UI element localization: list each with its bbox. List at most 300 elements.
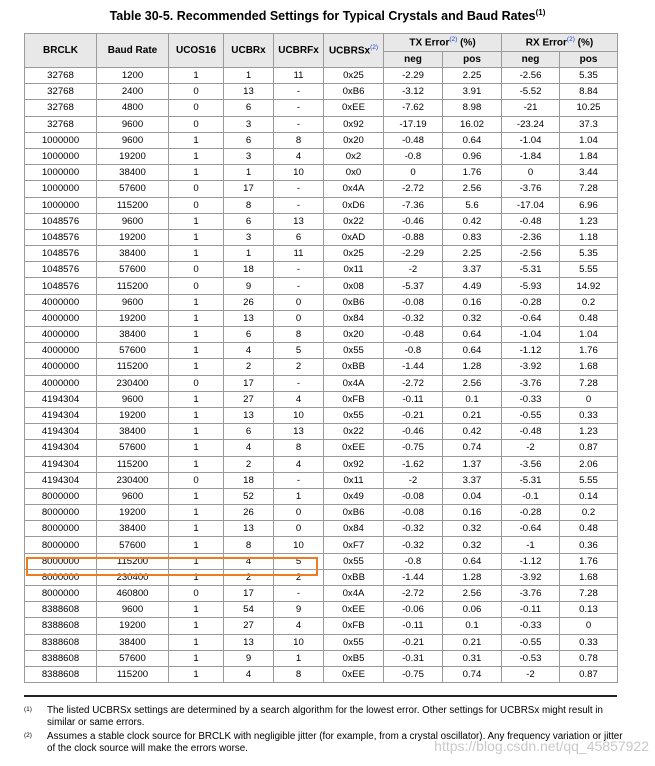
cell-ucbrsx: 0x22 <box>324 213 384 229</box>
cell-rx-neg: -1.84 <box>502 148 560 164</box>
cell-ucbrx: 3 <box>224 116 274 132</box>
cell-tx-pos: 0.32 <box>443 310 502 326</box>
cell-tx-neg: -0.32 <box>384 310 443 326</box>
cell-brclk: 4194304 <box>25 456 97 472</box>
cell-brclk: 8000000 <box>25 586 97 602</box>
table-row <box>25 148 618 164</box>
cell-baud-rate: 9600 <box>97 213 169 229</box>
cell-tx-pos: 16.02 <box>443 116 502 132</box>
cell-brclk: 8000000 <box>25 569 97 585</box>
cell-ucbrx: 13 <box>224 84 274 100</box>
cell-ucbrsx: 0x2 <box>324 148 384 164</box>
cell-rx-pos: 6.96 <box>560 197 618 213</box>
cell-tx-neg: -2.72 <box>384 586 443 602</box>
cell-ucos16: 1 <box>169 424 224 440</box>
cell-baud-rate: 9600 <box>97 391 169 407</box>
cell-ucbrsx: 0x92 <box>324 116 384 132</box>
cell-ucbrsx: 0x20 <box>324 327 384 343</box>
table-row <box>25 553 618 569</box>
cell-tx-pos: 0.1 <box>443 618 502 634</box>
cell-tx-pos: 3.91 <box>443 84 502 100</box>
cell-ucbrsx: 0x22 <box>324 424 384 440</box>
cell-ucbrx: 4 <box>224 666 274 682</box>
header-tx-error <box>384 34 502 52</box>
cell-ucos16: 0 <box>169 197 224 213</box>
cell-tx-neg: -0.46 <box>384 424 443 440</box>
table-row <box>25 132 618 148</box>
watermark: https://blog.csdn.net/qq_45857922 <box>434 738 649 754</box>
header-baud-rate: Baud Rate <box>97 34 169 68</box>
cell-rx-pos: 1.04 <box>560 132 618 148</box>
cell-ucbrx: 1 <box>224 246 274 262</box>
table-row <box>25 650 618 666</box>
cell-ucbrx: 4 <box>224 343 274 359</box>
cell-brclk: 8000000 <box>25 488 97 504</box>
cell-brclk: 4000000 <box>25 310 97 326</box>
cell-tx-neg: -0.08 <box>384 294 443 310</box>
cell-ucbrsx: 0x4A <box>324 375 384 391</box>
table-row <box>25 116 618 132</box>
cell-brclk: 1048576 <box>25 246 97 262</box>
cell-baud-rate: 19200 <box>97 407 169 423</box>
cell-tx-pos: 0.83 <box>443 229 502 245</box>
cell-rx-neg: -0.11 <box>502 602 560 618</box>
cell-ucbrx: 17 <box>224 586 274 602</box>
cell-tx-neg: -0.06 <box>384 602 443 618</box>
cell-tx-neg: -0.75 <box>384 666 443 682</box>
cell-tx-neg: -0.21 <box>384 634 443 650</box>
cell-ucos16: 1 <box>169 618 224 634</box>
cell-tx-neg: -0.8 <box>384 343 443 359</box>
cell-ucos16: 1 <box>169 521 224 537</box>
cell-ucos16: 1 <box>169 343 224 359</box>
cell-ucbrfx: - <box>274 586 324 602</box>
cell-tx-pos: 0.42 <box>443 424 502 440</box>
cell-rx-pos: 5.35 <box>560 246 618 262</box>
header-rx-unit: (%) <box>577 37 594 49</box>
cell-ucbrx: 13 <box>224 310 274 326</box>
cell-tx-neg: -7.62 <box>384 100 443 116</box>
header-ucos16: UCOS16 <box>169 34 224 68</box>
cell-tx-neg: -2 <box>384 472 443 488</box>
cell-baud-rate: 9600 <box>97 116 169 132</box>
cell-ucos16: 1 <box>169 294 224 310</box>
cell-ucbrx: 2 <box>224 569 274 585</box>
header-rx-pos: pos <box>560 52 618 68</box>
cell-ucbrsx: 0x84 <box>324 521 384 537</box>
cell-rx-pos: 5.55 <box>560 262 618 278</box>
cell-tx-neg: -1.62 <box>384 456 443 472</box>
table-row <box>25 343 618 359</box>
cell-baud-rate: 38400 <box>97 165 169 181</box>
cell-brclk: 4000000 <box>25 375 97 391</box>
cell-ucbrsx: 0x25 <box>324 68 384 84</box>
cell-ucbrsx: 0xB6 <box>324 84 384 100</box>
cell-baud-rate: 38400 <box>97 424 169 440</box>
cell-rx-pos: 5.35 <box>560 68 618 84</box>
cell-rx-neg: -0.55 <box>502 407 560 423</box>
table-row <box>25 505 618 521</box>
cell-tx-pos: 0.06 <box>443 602 502 618</box>
cell-ucbrsx: 0xF7 <box>324 537 384 553</box>
cell-tx-pos: 3.37 <box>443 262 502 278</box>
cell-tx-pos: 8.98 <box>443 100 502 116</box>
cell-rx-pos: 1.76 <box>560 343 618 359</box>
table-row <box>25 165 618 181</box>
cell-tx-pos: 2.25 <box>443 246 502 262</box>
cell-ucos16: 1 <box>169 229 224 245</box>
cell-tx-neg: -2.72 <box>384 181 443 197</box>
cell-baud-rate: 19200 <box>97 148 169 164</box>
cell-ucbrsx: 0xB6 <box>324 505 384 521</box>
cell-tx-pos: 3.37 <box>443 472 502 488</box>
cell-baud-rate: 38400 <box>97 327 169 343</box>
cell-rx-neg: -0.48 <box>502 424 560 440</box>
cell-rx-neg: -3.92 <box>502 359 560 375</box>
footnote-mark: (1) <box>24 706 32 713</box>
cell-rx-pos: 0.33 <box>560 407 618 423</box>
cell-brclk: 8388608 <box>25 618 97 634</box>
cell-ucbrsx: 0xBB <box>324 359 384 375</box>
cell-ucbrfx: 4 <box>274 391 324 407</box>
cell-rx-pos: 5.55 <box>560 472 618 488</box>
cell-tx-neg: -0.88 <box>384 229 443 245</box>
cell-ucbrfx: 8 <box>274 132 324 148</box>
cell-baud-rate: 9600 <box>97 602 169 618</box>
cell-tx-pos: 0.64 <box>443 327 502 343</box>
cell-brclk: 4000000 <box>25 294 97 310</box>
cell-ucbrfx: - <box>274 84 324 100</box>
cell-rx-neg: -0.64 <box>502 310 560 326</box>
cell-ucos16: 1 <box>169 132 224 148</box>
cell-ucbrx: 18 <box>224 472 274 488</box>
cell-ucbrfx: 13 <box>274 213 324 229</box>
cell-ucbrfx: 11 <box>274 246 324 262</box>
cell-tx-pos: 2.56 <box>443 375 502 391</box>
cell-brclk: 32768 <box>25 68 97 84</box>
table-row <box>25 440 618 456</box>
cell-ucbrsx: 0xBB <box>324 569 384 585</box>
cell-tx-pos: 0.21 <box>443 634 502 650</box>
cell-ucbrx: 8 <box>224 537 274 553</box>
cell-ucbrsx: 0x0 <box>324 165 384 181</box>
cell-tx-pos: 0.96 <box>443 148 502 164</box>
cell-brclk: 4000000 <box>25 359 97 375</box>
cell-ucos16: 1 <box>169 246 224 262</box>
cell-baud-rate: 9600 <box>97 294 169 310</box>
table-row <box>25 327 618 343</box>
cell-ucbrx: 18 <box>224 262 274 278</box>
cell-ucbrfx: 10 <box>274 407 324 423</box>
cell-ucos16: 1 <box>169 456 224 472</box>
cell-baud-rate: 115200 <box>97 359 169 375</box>
cell-tx-neg: -0.08 <box>384 505 443 521</box>
cell-ucos16: 0 <box>169 278 224 294</box>
cell-tx-neg: -0.75 <box>384 440 443 456</box>
cell-rx-neg: -0.28 <box>502 294 560 310</box>
cell-rx-pos: 1.84 <box>560 148 618 164</box>
footnote-ref-link[interactable]: (2) <box>566 36 575 44</box>
cell-ucbrfx: 1 <box>274 488 324 504</box>
cell-ucos16: 1 <box>169 569 224 585</box>
table-row <box>25 537 618 553</box>
cell-rx-pos: 2.06 <box>560 456 618 472</box>
cell-ucbrx: 26 <box>224 505 274 521</box>
table-row <box>25 229 618 245</box>
cell-ucos16: 1 <box>169 488 224 504</box>
cell-ucbrx: 17 <box>224 375 274 391</box>
cell-tx-pos: 1.28 <box>443 359 502 375</box>
cell-ucbrsx: 0xD6 <box>324 197 384 213</box>
cell-ucos16: 0 <box>169 472 224 488</box>
cell-tx-neg: -0.8 <box>384 553 443 569</box>
cell-ucos16: 0 <box>169 375 224 391</box>
cell-ucos16: 1 <box>169 537 224 553</box>
header-tx-neg: neg <box>384 52 443 68</box>
cell-ucbrx: 27 <box>224 618 274 634</box>
cell-brclk: 8388608 <box>25 634 97 650</box>
cell-tx-pos: 1.28 <box>443 569 502 585</box>
cell-ucos16: 1 <box>169 213 224 229</box>
cell-rx-pos: 0 <box>560 618 618 634</box>
footnote-1 <box>24 705 624 728</box>
cell-tx-neg: -1.44 <box>384 569 443 585</box>
header-tx-unit: (%) <box>460 37 476 49</box>
cell-ucbrsx: 0xAD <box>324 229 384 245</box>
cell-brclk: 32768 <box>25 84 97 100</box>
cell-ucbrfx: 8 <box>274 666 324 682</box>
cell-ucos16: 0 <box>169 262 224 278</box>
cell-rx-pos: 1.04 <box>560 327 618 343</box>
cell-ucbrfx: 10 <box>274 165 324 181</box>
cell-rx-neg: -1.04 <box>502 132 560 148</box>
cell-rx-neg: -3.56 <box>502 456 560 472</box>
cell-tx-neg: -0.11 <box>384 391 443 407</box>
header-tx-pos: pos <box>443 52 502 68</box>
cell-tx-pos: 2.56 <box>443 586 502 602</box>
cell-baud-rate: 19200 <box>97 310 169 326</box>
footnote-text: Assumes a stable clock source for BRCLK with negligible jitter (for example, from a crystal oscillator). Any frequency variation or jitter of the clock source will make the errors worse. <box>47 731 623 754</box>
table-row <box>25 618 618 634</box>
cell-brclk: 8000000 <box>25 505 97 521</box>
table-row <box>25 375 618 391</box>
cell-rx-pos: 0.13 <box>560 602 618 618</box>
cell-rx-pos: 37.3 <box>560 116 618 132</box>
cell-rx-pos: 0.78 <box>560 650 618 666</box>
cell-tx-neg: -0.08 <box>384 488 443 504</box>
cell-brclk: 4000000 <box>25 343 97 359</box>
cell-rx-pos: 0.36 <box>560 537 618 553</box>
cell-rx-neg: -5.93 <box>502 278 560 294</box>
cell-ucbrsx: 0x20 <box>324 132 384 148</box>
settings-table <box>24 33 618 683</box>
cell-baud-rate: 19200 <box>97 229 169 245</box>
cell-rx-neg: -0.28 <box>502 505 560 521</box>
cell-tx-pos: 0.32 <box>443 537 502 553</box>
cell-brclk: 1048576 <box>25 213 97 229</box>
cell-ucbrx: 2 <box>224 456 274 472</box>
cell-ucbrfx: - <box>274 197 324 213</box>
cell-tx-neg: -0.48 <box>384 132 443 148</box>
cell-rx-neg: -2.56 <box>502 246 560 262</box>
cell-tx-pos: 1.37 <box>443 456 502 472</box>
cell-tx-neg: -2.29 <box>384 68 443 84</box>
table-row <box>25 84 618 100</box>
cell-rx-pos: 0.48 <box>560 310 618 326</box>
table-row <box>25 359 618 375</box>
cell-ucbrx: 2 <box>224 359 274 375</box>
table-body <box>25 68 618 683</box>
table-title <box>0 8 655 23</box>
cell-ucbrfx: 4 <box>274 618 324 634</box>
header-brclk: BRCLK <box>25 34 97 68</box>
cell-tx-pos: 0.1 <box>443 391 502 407</box>
cell-baud-rate: 57600 <box>97 262 169 278</box>
cell-rx-neg: -0.33 <box>502 391 560 407</box>
cell-brclk: 1000000 <box>25 197 97 213</box>
cell-ucos16: 1 <box>169 650 224 666</box>
cell-ucbrsx: 0x55 <box>324 553 384 569</box>
cell-rx-neg: -5.31 <box>502 472 560 488</box>
cell-tx-pos: 2.25 <box>443 68 502 84</box>
cell-rx-neg: -1.12 <box>502 343 560 359</box>
cell-rx-neg: -1 <box>502 537 560 553</box>
cell-ucbrfx: 0 <box>274 505 324 521</box>
cell-ucbrx: 17 <box>224 181 274 197</box>
header-tx-label: TX Error <box>409 37 450 49</box>
cell-rx-neg: -0.64 <box>502 521 560 537</box>
cell-rx-pos: 1.68 <box>560 359 618 375</box>
cell-tx-pos: 0.04 <box>443 488 502 504</box>
cell-rx-pos: 14.92 <box>560 278 618 294</box>
table-row <box>25 407 618 423</box>
cell-rx-pos: 1.23 <box>560 424 618 440</box>
cell-rx-neg: -1.12 <box>502 553 560 569</box>
cell-rx-neg: -3.76 <box>502 375 560 391</box>
cell-ucos16: 1 <box>169 602 224 618</box>
cell-ucbrx: 52 <box>224 488 274 504</box>
cell-ucbrsx: 0x11 <box>324 262 384 278</box>
cell-rx-pos: 0.48 <box>560 521 618 537</box>
footnote-divider <box>24 695 617 697</box>
cell-tx-neg: -0.11 <box>384 618 443 634</box>
cell-ucbrx: 6 <box>224 424 274 440</box>
header-ucbrsx-label: UCBRSx <box>328 45 371 57</box>
cell-ucbrx: 4 <box>224 553 274 569</box>
cell-ucbrsx: 0x4A <box>324 586 384 602</box>
cell-tx-pos: 1.76 <box>443 165 502 181</box>
cell-brclk: 8388608 <box>25 650 97 666</box>
cell-tx-pos: 0.31 <box>443 650 502 666</box>
cell-ucos16: 1 <box>169 148 224 164</box>
cell-baud-rate: 230400 <box>97 375 169 391</box>
table-row <box>25 602 618 618</box>
cell-ucbrsx: 0x55 <box>324 407 384 423</box>
cell-ucbrfx: - <box>274 278 324 294</box>
cell-rx-neg: -2 <box>502 440 560 456</box>
cell-baud-rate: 9600 <box>97 132 169 148</box>
cell-brclk: 1048576 <box>25 278 97 294</box>
cell-tx-pos: 0.21 <box>443 407 502 423</box>
cell-ucbrsx: 0x84 <box>324 310 384 326</box>
cell-ucos16: 1 <box>169 391 224 407</box>
cell-ucbrfx: 6 <box>274 229 324 245</box>
footnote-ref-link[interactable]: (2) <box>370 44 379 52</box>
cell-ucos16: 1 <box>169 68 224 84</box>
cell-tx-neg: -0.48 <box>384 327 443 343</box>
cell-baud-rate: 230400 <box>97 569 169 585</box>
cell-ucbrsx: 0x55 <box>324 634 384 650</box>
table-row <box>25 213 618 229</box>
cell-ucbrx: 13 <box>224 521 274 537</box>
table-row <box>25 569 618 585</box>
cell-brclk: 1000000 <box>25 148 97 164</box>
table-row <box>25 472 618 488</box>
cell-ucos16: 1 <box>169 634 224 650</box>
cell-baud-rate: 57600 <box>97 343 169 359</box>
cell-tx-neg: -1.44 <box>384 359 443 375</box>
cell-ucos16: 1 <box>169 553 224 569</box>
cell-rx-neg: -5.31 <box>502 262 560 278</box>
header-rx-label: RX Error <box>525 37 567 49</box>
table-row <box>25 197 618 213</box>
cell-brclk: 4194304 <box>25 391 97 407</box>
cell-ucbrsx: 0x25 <box>324 246 384 262</box>
cell-brclk: 1000000 <box>25 165 97 181</box>
cell-rx-neg: -0.48 <box>502 213 560 229</box>
cell-ucbrsx: 0x49 <box>324 488 384 504</box>
cell-tx-pos: 0.42 <box>443 213 502 229</box>
cell-brclk: 1000000 <box>25 181 97 197</box>
table-row <box>25 278 618 294</box>
table-row <box>25 521 618 537</box>
cell-ucbrsx: 0xB5 <box>324 650 384 666</box>
cell-ucbrfx: 9 <box>274 602 324 618</box>
cell-baud-rate: 115200 <box>97 278 169 294</box>
cell-rx-neg: -3.92 <box>502 569 560 585</box>
table-row <box>25 586 618 602</box>
cell-ucbrx: 1 <box>224 68 274 84</box>
footnote-ref-link[interactable]: (2) <box>449 36 458 44</box>
cell-ucbrx: 9 <box>224 278 274 294</box>
cell-ucbrfx: 8 <box>274 327 324 343</box>
cell-brclk: 4194304 <box>25 472 97 488</box>
cell-tx-neg: -7.36 <box>384 197 443 213</box>
header-ucbrfx: UCBRFx <box>274 34 324 68</box>
cell-ucbrfx: 0 <box>274 310 324 326</box>
cell-rx-pos: 8.84 <box>560 84 618 100</box>
cell-baud-rate: 115200 <box>97 197 169 213</box>
cell-brclk: 1048576 <box>25 262 97 278</box>
cell-brclk: 8000000 <box>25 521 97 537</box>
header-rx-error <box>502 34 618 52</box>
cell-baud-rate: 57600 <box>97 537 169 553</box>
cell-ucbrsx: 0xEE <box>324 666 384 682</box>
header-rx-neg: neg <box>502 52 560 68</box>
footnote-mark: (2) <box>24 732 32 739</box>
cell-baud-rate: 57600 <box>97 650 169 666</box>
title-footnote-ref: (1) <box>535 8 546 17</box>
cell-ucbrsx: 0xFB <box>324 618 384 634</box>
cell-tx-pos: 0.64 <box>443 132 502 148</box>
cell-brclk: 32768 <box>25 116 97 132</box>
cell-ucbrfx: 5 <box>274 553 324 569</box>
cell-tx-neg: -0.31 <box>384 650 443 666</box>
cell-rx-pos: 0.14 <box>560 488 618 504</box>
cell-rx-neg: -2.56 <box>502 68 560 84</box>
cell-ucos16: 1 <box>169 327 224 343</box>
cell-rx-neg: -0.53 <box>502 650 560 666</box>
